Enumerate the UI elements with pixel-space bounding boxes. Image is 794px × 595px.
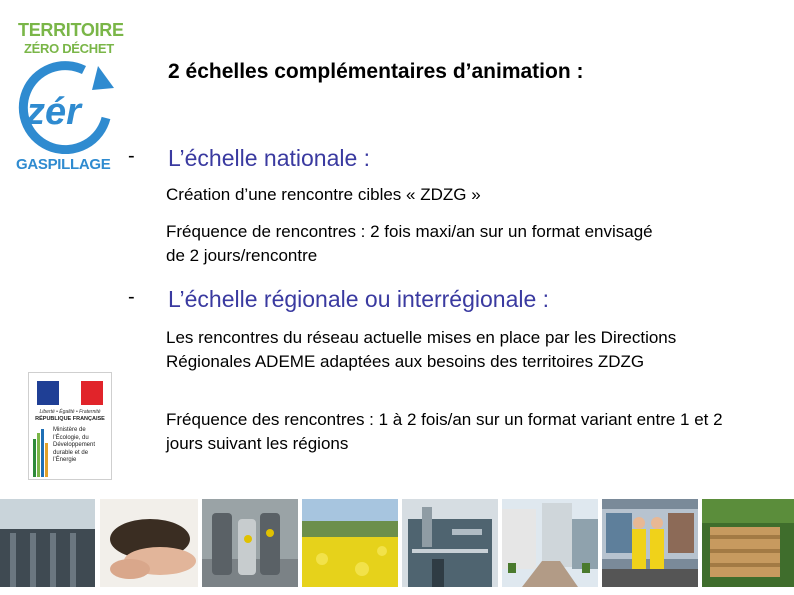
- logo-center-text: zér: [26, 91, 81, 133]
- biogas-tank-photo: [0, 499, 95, 587]
- section-heading: L’échelle régionale ou interrégionale :: [168, 286, 550, 312]
- ministry-motto: Liberté • Égalité • Fraternité: [39, 409, 101, 415]
- paragraph: Les rencontres du réseau actuelle mises en place par les Directions Régionales ADEME adaptées aux besoins des territoires ZDZG: [166, 328, 677, 371]
- recycling-plant-photo: [402, 499, 498, 587]
- paragraph: Fréquence de rencontres : 2 fois maxi/an sur un format envisagé de 2 jours/rencontre: [166, 222, 653, 265]
- ministry-country: RÉPUBLIQUE FRANÇAISE: [35, 416, 105, 422]
- collection-bins-photo: [202, 499, 298, 587]
- slide-title: 2 échelles complémentaires d’animation :: [168, 60, 584, 83]
- ministry-bars-icon: [33, 429, 51, 477]
- photo-strip: [0, 499, 794, 587]
- section-heading: L’échelle nationale :: [168, 145, 371, 171]
- french-flag-icon: [37, 381, 103, 405]
- ministry-name: Ministère de l’Écologie, du Développement durable et de l’Énergie: [53, 427, 96, 463]
- paragraph: Création d’une rencontre cibles « ZDZG »: [166, 185, 481, 204]
- ministry-logo: [28, 372, 112, 480]
- housing-street-photo: [502, 499, 598, 587]
- bullet-dash: -: [128, 286, 135, 308]
- logo-line2: ZÉRO DÉCHET: [24, 41, 114, 56]
- territoire-zero-dechet-logo: [14, 14, 122, 174]
- logo-line3: GASPILLAGE: [16, 156, 111, 173]
- rapeseed-field-photo: [302, 499, 398, 587]
- workers-bales-photo: [602, 499, 698, 587]
- compost-bins-photo: [702, 499, 794, 587]
- logo-line1: TERRITOIRE: [18, 20, 124, 40]
- recycle-circle-icon: [14, 58, 122, 154]
- bullet-dash: -: [128, 145, 135, 167]
- compost-hands-photo: [100, 499, 198, 587]
- paragraph: Fréquence des rencontres : 1 à 2 fois/an sur un format variant entre 1 et 2 jours suivant les régions: [166, 410, 723, 453]
